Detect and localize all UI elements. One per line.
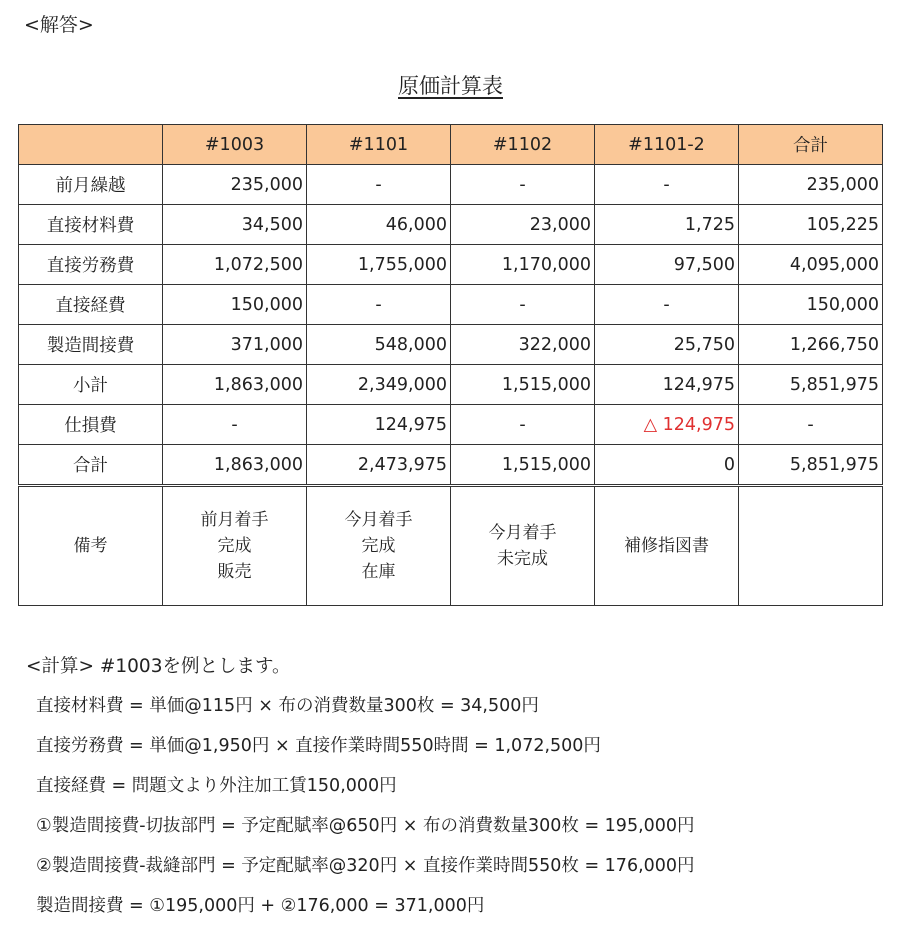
table-cell: 105,225 (739, 205, 883, 245)
remarks-cell (307, 486, 451, 606)
calc-line: 製造間接費 = ①195,000円 + ②176,000 = 371,000円 (36, 896, 485, 916)
remarks-line: 未完成 (497, 549, 548, 569)
cost-table (18, 124, 883, 606)
table-row (19, 405, 883, 445)
remarks-line: 今月着手 (488, 523, 557, 543)
remarks-line: 在庫 (361, 562, 396, 582)
table-cell: - (451, 165, 595, 205)
table-cell: 97,500 (595, 245, 739, 285)
table-cell: 2,349,000 (307, 365, 451, 405)
column-header: #1101 (307, 125, 451, 165)
remarks-line: 今月着手 (344, 510, 413, 530)
calculation-heading: <計算> #1003を例とします。 (26, 656, 291, 677)
page-title: 原価計算表 (398, 74, 503, 98)
remarks-cell (163, 486, 307, 606)
table-cell: △ 124,975 (595, 405, 739, 445)
table-cell: - (451, 285, 595, 325)
table-cell: 25,750 (595, 325, 739, 365)
table-row (19, 445, 883, 486)
table-cell: 1,072,500 (163, 245, 307, 285)
table-cell: 1,725 (595, 205, 739, 245)
table-cell: 0 (595, 445, 739, 486)
table-cell: 150,000 (163, 285, 307, 325)
calc-line: 直接材料費 = 単価@115円 × 布の消費数量300枚 = 34,500円 (36, 696, 539, 716)
calc-line: ②製造間接費-裁縫部門 = 予定配賦率@320円 × 直接作業時間550枚 = 176,000円 (36, 856, 695, 876)
table-cell: 1,755,000 (307, 245, 451, 285)
table-cell: 1,170,000 (451, 245, 595, 285)
column-header: #1102 (451, 125, 595, 165)
remarks-cell (451, 486, 595, 606)
table-cell: 4,095,000 (739, 245, 883, 285)
column-header: #1003 (163, 125, 307, 165)
remarks-line: 完成 (361, 536, 396, 556)
column-header: #1101-2 (595, 125, 739, 165)
row-label: 直接材料費 (19, 205, 163, 245)
remarks-row (19, 486, 883, 606)
table-row (19, 245, 883, 285)
table-cell: 235,000 (163, 165, 307, 205)
remarks-cell (739, 486, 883, 606)
table-row (19, 285, 883, 325)
calc-line: ①製造間接費-切抜部門 = 予定配賦率@650円 × 布の消費数量300枚 = 195,000円 (36, 816, 695, 836)
answer-label: <解答> (24, 14, 94, 36)
table-header-row (19, 125, 883, 165)
table-cell: 1,863,000 (163, 365, 307, 405)
row-label: 仕損費 (19, 405, 163, 445)
table-cell: 1,515,000 (451, 445, 595, 486)
table-cell: 23,000 (451, 205, 595, 245)
corner-diagonal-cell (19, 125, 163, 165)
row-label: 直接労務費 (19, 245, 163, 285)
table-cell: 124,975 (307, 405, 451, 445)
table-cell: - (307, 165, 451, 205)
table-cell: 46,000 (307, 205, 451, 245)
table-cell: - (307, 285, 451, 325)
row-label: 合計 (19, 445, 163, 486)
remarks-line: 完成 (217, 536, 252, 556)
table-row (19, 325, 883, 365)
table-cell: 124,975 (595, 365, 739, 405)
table-cell: - (163, 405, 307, 445)
column-header: 合計 (739, 125, 883, 165)
table-cell: - (451, 405, 595, 445)
table-cell: 34,500 (163, 205, 307, 245)
row-label: 前月繰越 (19, 165, 163, 205)
calc-line: 直接労務費 = 単価@1,950円 × 直接作業時間550時間 = 1,072,500円 (36, 736, 601, 756)
table-cell: - (739, 405, 883, 445)
remarks-line: 販売 (217, 562, 252, 582)
table-cell: 2,473,975 (307, 445, 451, 486)
table-row (19, 205, 883, 245)
table-cell: 235,000 (739, 165, 883, 205)
table-cell: 1,863,000 (163, 445, 307, 486)
remarks-cell (595, 486, 739, 606)
table-cell: 1,515,000 (451, 365, 595, 405)
table-cell: 5,851,975 (739, 365, 883, 405)
calc-line: 直接経費 = 問題文より外注加工賃150,000円 (36, 776, 397, 796)
table-cell: 150,000 (739, 285, 883, 325)
table-row (19, 165, 883, 205)
row-label: 直接経費 (19, 285, 163, 325)
table-cell: 548,000 (307, 325, 451, 365)
table-cell: - (595, 165, 739, 205)
table-cell: 5,851,975 (739, 445, 883, 486)
row-label: 製造間接費 (19, 325, 163, 365)
table-row (19, 365, 883, 405)
table-cell: - (595, 285, 739, 325)
remarks-line: 前月着手 (200, 510, 269, 530)
remarks-line: 補修指図書 (624, 536, 709, 556)
remarks-label: 備考 (19, 486, 163, 606)
table-cell: 1,266,750 (739, 325, 883, 365)
table-cell: 371,000 (163, 325, 307, 365)
row-label: 小計 (19, 365, 163, 405)
table-cell: 322,000 (451, 325, 595, 365)
